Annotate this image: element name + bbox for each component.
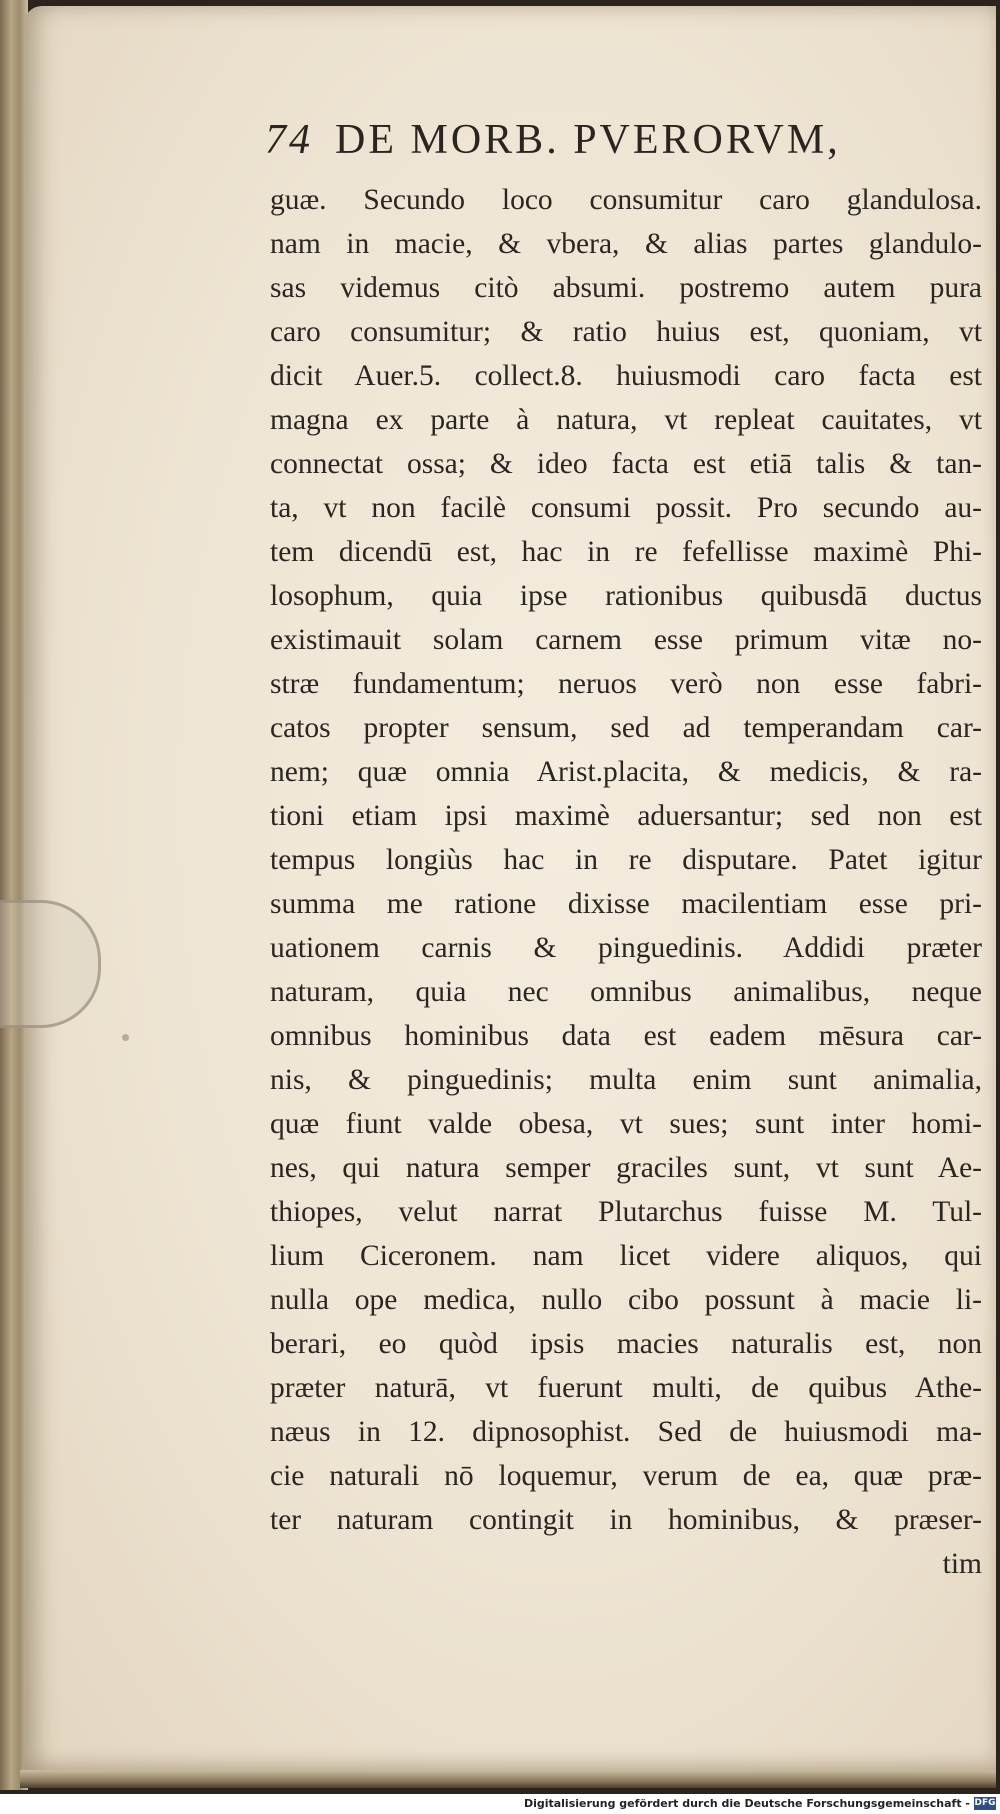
text-line: quæ fiunt valde obesa, vt sues; sunt inter homi- xyxy=(270,1108,982,1140)
text-line: næus in 12. dipnosophist. Sed de huiusmodi ma- xyxy=(270,1416,982,1448)
body-text xyxy=(270,178,982,1586)
dfg-logo: DFG xyxy=(974,1798,996,1808)
text-line: præter naturā, vt fuerunt multi, de quibus Athe- xyxy=(270,1372,982,1404)
text-line: ta, vt non facilè consumi possit. Pro secundo au- xyxy=(270,492,982,524)
text-line: dicit Auer.5. collect.8. huiusmodi caro facta est xyxy=(270,360,982,392)
text-line: losophum, quia ipse rationibus quibusdā ductus xyxy=(270,580,982,612)
page-number: 74 xyxy=(265,117,313,163)
text-line: naturam, quia nec omnibus animalibus, neque xyxy=(270,976,982,1008)
text-line: cie naturali nō loquemur, verum de ea, quæ præ- xyxy=(270,1460,982,1492)
text-line: uationem carnis & pinguedinis. Addidi præter xyxy=(270,932,982,964)
running-head-title: DE MORB. PVERORVM, xyxy=(335,117,841,163)
text-line: guæ. Secundo loco consumitur caro glandulosa. xyxy=(270,184,982,216)
text-line: catos propter sensum, sed ad temperandam car- xyxy=(270,712,982,744)
footer-bar xyxy=(0,1794,1000,1814)
running-head xyxy=(265,116,915,164)
text-line: caro consumitur; & ratio huius est, quoniam, vt xyxy=(270,316,982,348)
text-line: connectat ossa; & ideo facta est etiā talis & tan- xyxy=(270,448,982,480)
text-line: nulla ope medica, nullo cibo possunt à macie li- xyxy=(270,1284,982,1316)
text-line: ter naturam contingit in hominibus, & præser- xyxy=(270,1504,982,1536)
text-line: tem dicendū est, hac in re fefellisse maximè Phi- xyxy=(270,536,982,568)
text-line: stræ fundamentum; neruos verò non esse fabri- xyxy=(270,668,982,700)
paper-speck xyxy=(122,1034,129,1041)
text-line: berari, eo quòd ipsis macies naturalis est, non xyxy=(270,1328,982,1360)
text-line: nam in macie, & vbera, & alias partes glandulo- xyxy=(270,228,982,260)
funding-credit: Digitalisierung gefördert durch die Deutsche Forschungsgemeinschaft - xyxy=(523,1797,970,1810)
catchword: tim xyxy=(942,1548,982,1580)
text-line: summa me ratione dixisse macilentiam esse pri- xyxy=(270,888,982,920)
text-line: nem; quæ omnia Arist.placita, & medicis, & ra- xyxy=(270,756,982,788)
text-line: magna ex parte à natura, vt repleat cauitates, vt xyxy=(270,404,982,436)
text-line: tempus longiùs hac in re disputare. Patet igitur xyxy=(270,844,982,876)
page-bottom-edge xyxy=(20,1770,996,1788)
text-line: nes, qui natura semper graciles sunt, vt sunt Ae- xyxy=(270,1152,982,1184)
text-line: nis, & pinguedinis; multa enim sunt animalia, xyxy=(270,1064,982,1096)
text-line: sas videmus citò absumi. postremo autem pura xyxy=(270,272,982,304)
text-line: lium Ciceronem. nam licet videre aliquos, qui xyxy=(270,1240,982,1272)
text-line: tioni etiam ipsi maximè aduersantur; sed non est xyxy=(270,800,982,832)
text-line: thiopes, velut narrat Plutarchus fuisse M. Tul- xyxy=(270,1196,982,1228)
text-line: omnibus hominibus data est eadem mēsura car- xyxy=(270,1020,982,1052)
text-line: existimauit solam carnem esse primum vitæ no- xyxy=(270,624,982,656)
